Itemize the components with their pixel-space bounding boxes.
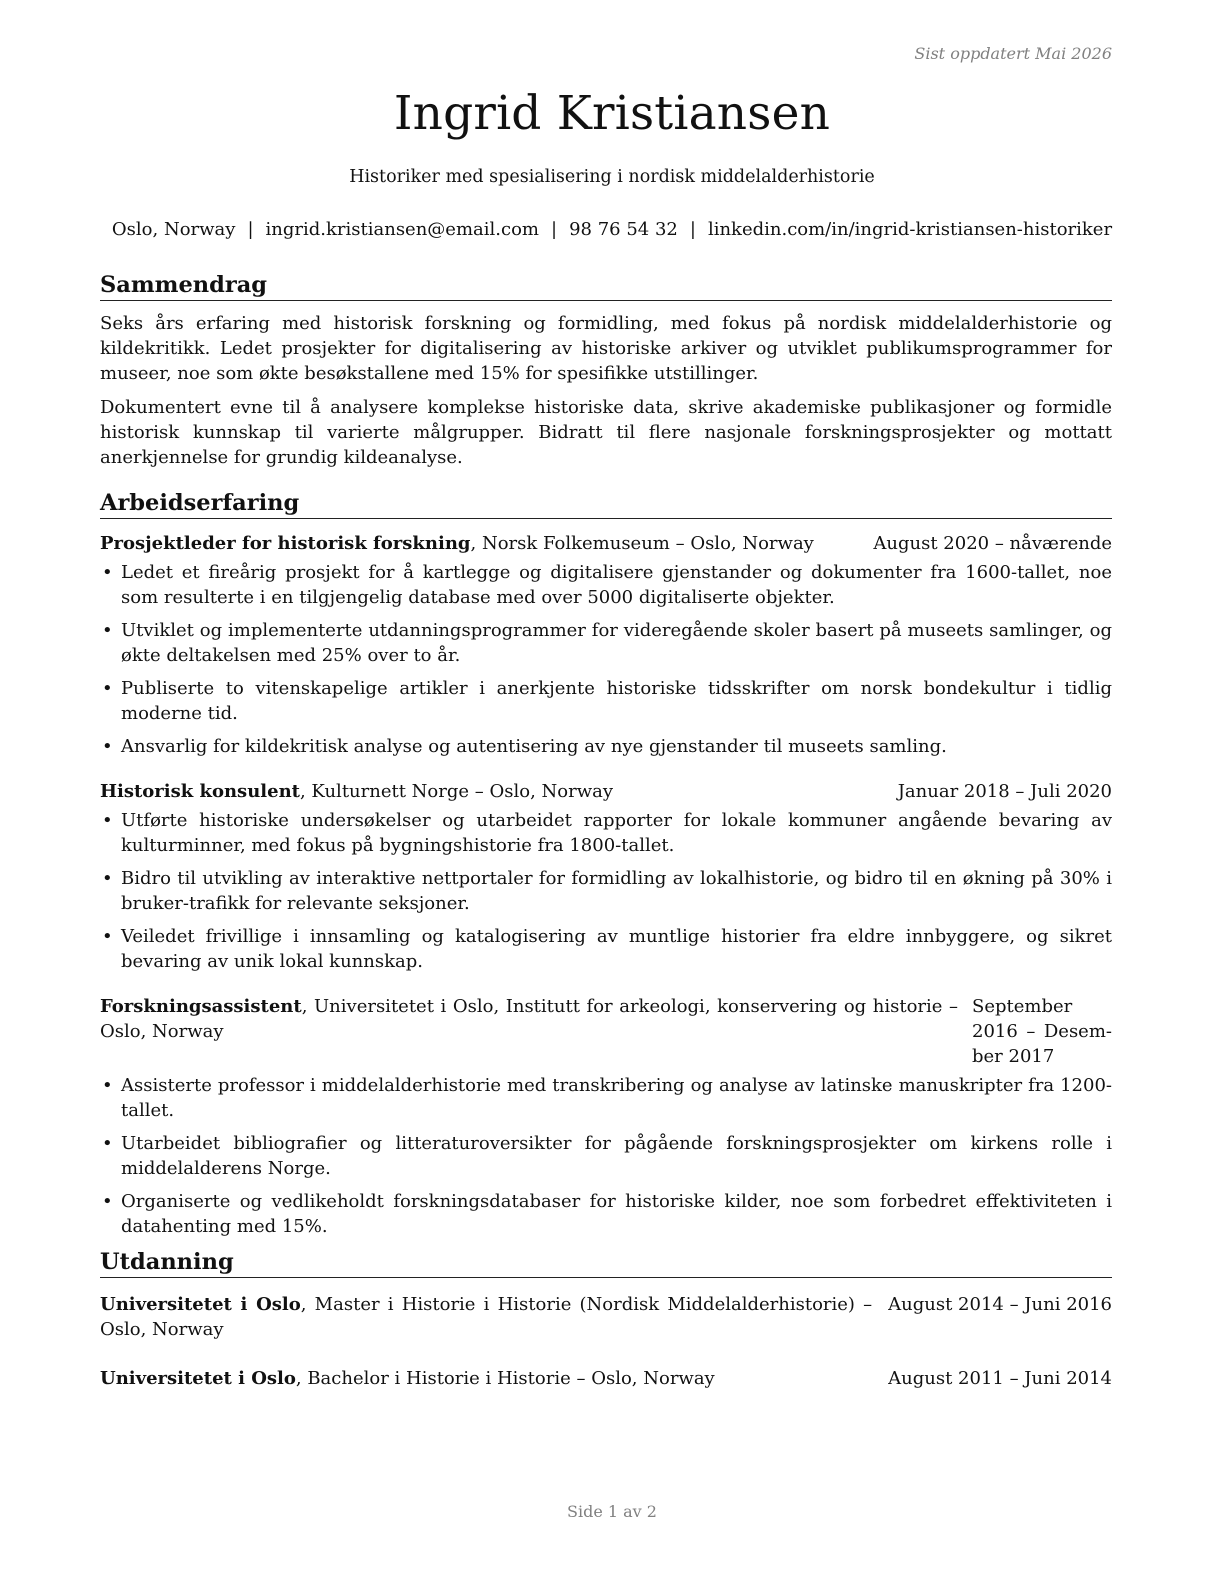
contact-separator: | [247,219,254,240]
job-org: , Kulturnett Norge – Oslo, Norway [299,781,614,802]
tagline: Historiker med spesialisering i nordisk middelalderhistorie [349,167,875,187]
contact-line [0,219,1224,240]
page-number: Side 1 av 2 [567,1502,657,1521]
list-item: • Bidro til utvikling av interaktive nettportaler for formidling av lokalhistorie, og bidro til en økning på 30% i bruker-trafikk for relevante seksjoner. [102,868,1112,914]
bullet-icon: • [102,868,113,889]
list-item: • Veiledet frivillige i innsamling og katalogisering av muntlige historier fra eldre innbyggere, og sikret bevaring av unik lokal kunnskap. [102,926,1112,972]
list-item: • Ansvarlig for kildekritisk analyse og autentisering av nye gjenstander til museets samling. [102,736,947,757]
bullet-icon: • [102,620,113,641]
resume-content [100,270,1112,1415]
job-role: Prosjektleder for historisk forskning [100,533,471,554]
list-item: • Utviklet og implementerte utdanningsprogrammer for videregående skoler basert på museets samlinger, og økte deltakelsen med 25% over to år. [102,620,1112,666]
education-school: Universitetet i Oslo [100,1294,301,1315]
job-dates: September 2016 – Desem-ber 2017 [972,996,1112,1067]
contact-phone: 98 76 54 32 [569,219,678,240]
list-item: • Assisterte professor i middelalderhistorie med transkribering og analyse av latinske manuskripter fra 1200-tallet. [102,1075,1112,1121]
job-dates: August 2020 – nåværende [873,533,1112,554]
job-entry [100,531,1112,759]
job-entry [100,994,1112,1239]
contact-separator: | [689,219,696,240]
summary-paragraph: Seks års erfaring med historisk forskning og formidling, med fokus på nordisk middelalderhistorie og kildekritikk. Ledet prosjekter for digitalisering av historiske arkiver og utviklet publikumsprogrammer for museer, noe som økte besøkstallene med 15% for spesifikke utstillinger. [100,313,1112,384]
education-school: Universitetet i Oslo [100,1368,296,1389]
bullet-icon: • [102,926,113,947]
job-dates: Januar 2018 – Juli 2020 [897,781,1112,802]
person-name: Ingrid Kristiansen [393,86,831,141]
last-updated: Sist oppdatert Mai 2026 [914,44,1112,63]
list-item: • Utarbeidet bibliografier og litteraturoversikter for pågående forskningsprosjekter om kirkens rolle i middelalderens Norge. [102,1133,1112,1179]
bullet-icon: • [102,810,113,831]
education-degree: , Bachelor i Historie i Historie – Oslo, Norway [295,1368,715,1389]
job-bullets [100,1073,1112,1239]
bullet-icon: • [102,1075,113,1096]
job-role: Historisk konsulent [100,781,300,802]
job-bullets [100,560,1112,759]
education-dates: August 2014 – Juni 2016 [888,1294,1112,1315]
bullet-icon: • [102,562,113,583]
education-entry [100,1292,1112,1342]
summary-paragraph: Dokumentert evne til å analysere komplekse historiske data, skrive akademiske publikasjoner og formidle historisk kunnskap til varierte målgrupper. Bidratt til flere nasjonale forskningsprosjekter og mottatt anerkjennelse for grundig kildeanalyse. [100,397,1112,468]
bullet-icon: • [102,1133,113,1154]
contact-location: Oslo, Norway [111,219,236,240]
contact-separator: | [550,219,558,240]
contact-linkedin[interactable]: linkedin.com/in/ingrid-kristiansen-historiker [707,219,1113,240]
section-title-education: Utdanning [100,1247,1112,1278]
bullet-icon: • [102,1191,113,1212]
education-entry [100,1366,1112,1391]
education-degree: , Master i Historie i Historie (Nordisk Middelalderhistorie) – Oslo, Norway [100,1294,873,1340]
job-header [100,531,1112,556]
bullet-icon: • [102,736,113,757]
job-entry [100,779,1112,974]
section-title-summary: Sammendrag [100,270,1112,301]
job-header [100,779,1112,804]
job-bullets [100,808,1112,974]
list-item: • Publiserte to vitenskapelige artikler i anerkjente historiske tidsskrifter om norsk bondekultur i tidlig moderne tid. [102,678,1112,724]
list-item: • Utførte historiske undersøkelser og utarbeidet rapporter for lokale kommuner angående bevaring av kulturminner, med fokus på bygningshistorie fra 1800-tallet. [102,810,1112,856]
education-dates: August 2011 – Juni 2014 [888,1368,1112,1389]
job-org: , Universitetet i Oslo, Institutt for arkeologi, konservering og historie – Oslo, Norway [100,996,958,1042]
section-title-experience: Arbeidserfaring [100,488,1112,519]
contact-email[interactable]: ingrid.kristiansen@email.com [265,219,539,240]
job-header [100,994,1112,1069]
job-org: , Norsk Folkemuseum – Oslo, Norway [470,533,814,554]
bullet-icon: • [102,678,113,699]
list-item: • Ledet et fireårig prosjekt for å kartlegge og digitalisere gjenstander og dokumenter fra 1600-tallet, noe som resulterte i en tilgjengelig database med over 5000 digitaliserte objekter. [102,562,1112,608]
job-role: Forskningsassistent [100,996,302,1017]
list-item: • Organiserte og vedlikeholdt forskningsdatabaser for historiske kilder, noe som forbedret effektiviteten i datahenting med 15%. [102,1191,1112,1237]
